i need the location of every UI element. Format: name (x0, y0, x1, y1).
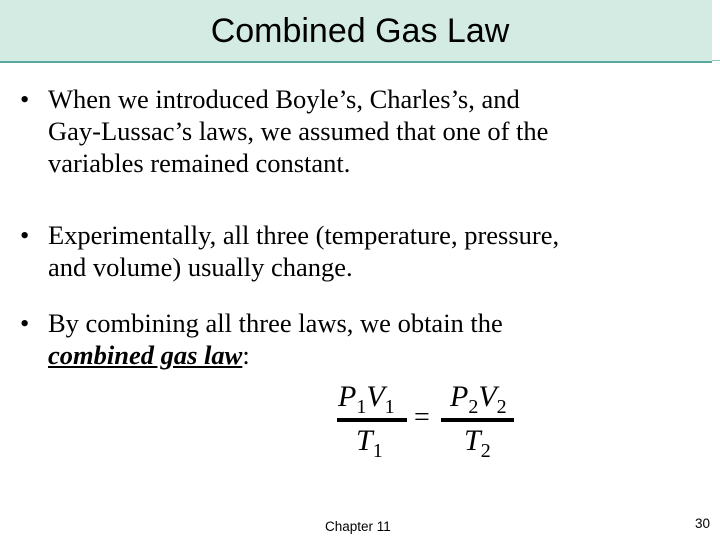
eq-sub: 1 (384, 396, 395, 418)
bullet-line: By combining all three laws, we obtain the (48, 308, 503, 338)
eq-var: V (366, 380, 385, 413)
bullet-line: Gay-Lussac’s laws, we assumed that one of the (48, 116, 549, 146)
eq-sub: 1 (356, 396, 367, 418)
eq-var: P (450, 380, 469, 413)
bullet-line: and volume) usually change. (48, 252, 353, 282)
eq-sub: 2 (480, 440, 491, 462)
eq-sub: 2 (496, 396, 507, 418)
eq-sub: 1 (372, 440, 383, 462)
eq-var: T (464, 424, 481, 457)
key-term: combined gas law (48, 340, 243, 370)
equation-left-denominator (356, 424, 383, 461)
bullet-text (48, 83, 548, 179)
bullet-marker: • (20, 220, 30, 250)
fraction-bar-right (441, 418, 514, 422)
equation-right-denominator (464, 424, 491, 461)
bullet-line (48, 339, 503, 371)
eq-var: P (338, 380, 357, 413)
bullet-line: Experimentally, all three (temperature, pressure, (48, 220, 560, 250)
bullet-line: variables remained constant. (48, 148, 351, 178)
title-bar-edge (712, 60, 720, 67)
term-suffix: : (242, 340, 250, 370)
bullet-text (48, 307, 503, 371)
equals-sign: = (414, 402, 430, 433)
eq-sub: 2 (468, 396, 479, 418)
equation-right-numerator (450, 380, 507, 417)
bullet-marker: • (20, 84, 30, 114)
slide-title: Combined Gas Law (210, 12, 510, 50)
page-number: 30 (695, 516, 711, 531)
footer-chapter: Chapter 11 (325, 519, 391, 534)
fraction-bar-left (337, 418, 407, 422)
bullet-marker: • (20, 308, 30, 338)
bullet-line: When we introduced Boyle’s, Charles’s, and (48, 84, 520, 114)
bullet-text (48, 219, 559, 283)
equation-left-numerator (338, 380, 395, 417)
eq-var: V (478, 380, 497, 413)
eq-var: T (356, 424, 373, 457)
